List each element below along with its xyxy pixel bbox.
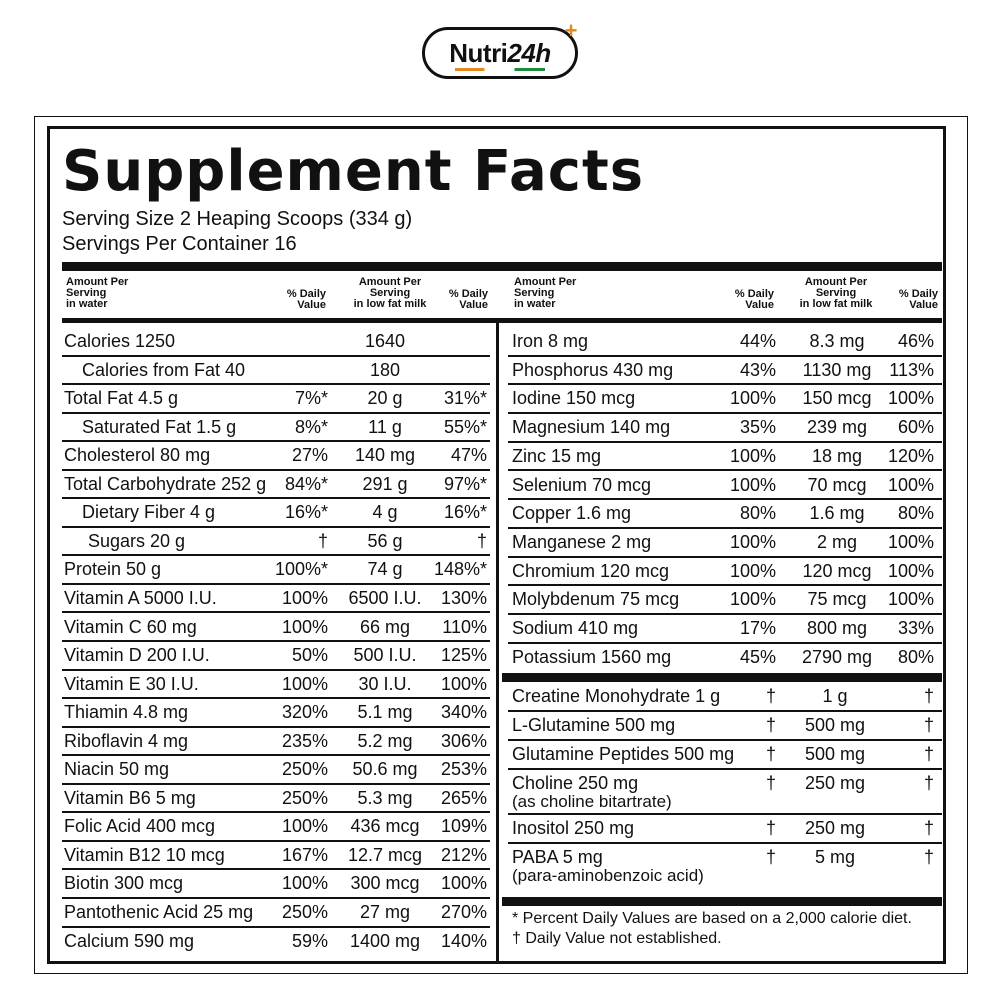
daily-value-milk: 100% bbox=[887, 531, 934, 552]
daily-value-water: † bbox=[765, 715, 776, 735]
table-row bbox=[508, 500, 942, 529]
nutrient-name: Phosphorus 430 mg bbox=[512, 359, 674, 380]
daily-value-milk: 253% bbox=[440, 759, 487, 780]
daily-value-milk: 55%* bbox=[443, 416, 487, 437]
daily-value-milk: 140% bbox=[440, 930, 487, 951]
amount-milk: 150 mcg bbox=[802, 388, 872, 409]
other-ingredients-bar bbox=[502, 673, 942, 682]
amount-milk: 70 mcg bbox=[807, 474, 867, 495]
table-row bbox=[62, 756, 490, 785]
ingredient-name: Glutamine Peptides 500 mg bbox=[512, 744, 735, 764]
table-row bbox=[508, 385, 942, 414]
daily-value-water: 320% bbox=[281, 702, 328, 723]
nutrient-name: Vitamin A 5000 I.U. bbox=[64, 587, 217, 608]
amount-milk: 1400 mg bbox=[349, 930, 421, 951]
daily-value-water: † bbox=[765, 686, 776, 706]
table-row bbox=[62, 813, 490, 842]
daily-value-milk: 100% bbox=[440, 873, 487, 894]
table-row bbox=[62, 556, 490, 585]
ingredient-name: Choline 250 mg bbox=[512, 773, 639, 793]
amount-milk: 2 mg bbox=[816, 531, 858, 552]
column-divider bbox=[496, 322, 499, 962]
amount-milk: 500 mg bbox=[804, 744, 866, 764]
amount-milk: 1130 mg bbox=[802, 359, 872, 380]
nutrient-name: Vitamin D 200 I.U. bbox=[64, 645, 210, 666]
nutrient-name: Zinc 15 mg bbox=[512, 445, 602, 466]
table-row bbox=[508, 414, 942, 443]
table-row bbox=[62, 842, 490, 871]
daily-value-water: 100% bbox=[729, 560, 776, 581]
daily-value-milk: 33% bbox=[897, 618, 934, 638]
amount-milk: 18 mg bbox=[811, 445, 863, 466]
daily-value-milk: † bbox=[923, 715, 934, 735]
nutrient-name: Saturated Fat 1.5 g bbox=[82, 416, 237, 437]
daily-value-milk: 148%* bbox=[433, 559, 487, 580]
amount-milk: 4 g bbox=[372, 502, 398, 523]
daily-value-water: 50% bbox=[291, 645, 328, 666]
header-amount-water-right: Amount Per Serving in water bbox=[514, 276, 577, 310]
amount-milk: 50.6 mg bbox=[352, 759, 418, 780]
list-item bbox=[508, 815, 942, 844]
amount-milk: 6500 I.U. bbox=[348, 587, 422, 608]
nutrient-name: Folic Acid 400 mcg bbox=[64, 816, 216, 837]
amount-milk: 12.7 mcg bbox=[347, 844, 423, 865]
daily-value-water: † bbox=[765, 847, 776, 867]
amount-milk: 250 mg bbox=[804, 773, 866, 793]
daily-value-milk: † bbox=[923, 686, 934, 706]
nutrient-name: Vitamin B6 5 mg bbox=[64, 787, 196, 808]
list-item bbox=[508, 844, 942, 889]
nutrient-name: Chromium 120 mcg bbox=[512, 560, 670, 581]
amount-milk: 250 mg bbox=[804, 818, 866, 838]
amount-milk: 500 I.U. bbox=[353, 645, 417, 666]
amount-milk: 291 g bbox=[362, 473, 408, 494]
table-row bbox=[62, 870, 490, 899]
daily-value-milk: 80% bbox=[897, 503, 934, 524]
daily-value-milk: 100% bbox=[887, 589, 934, 610]
daily-value-water: 250% bbox=[281, 902, 328, 922]
table-row bbox=[62, 442, 490, 471]
daily-value-milk: 130% bbox=[440, 587, 487, 608]
amount-milk: 11 g bbox=[368, 416, 402, 437]
daily-value-water: 100% bbox=[729, 388, 776, 409]
nutrient-name: Riboflavin 4 mg bbox=[64, 730, 189, 751]
amount-milk: 1 g bbox=[822, 686, 848, 706]
daily-value-water: 7%* bbox=[294, 388, 328, 409]
serving-size: Serving Size 2 Heaping Scoops (334 g) bbox=[62, 208, 413, 230]
footnote-dv-not-established: † Daily Value not established. bbox=[512, 930, 722, 947]
nutrient-name: Dietary Fiber 4 g bbox=[82, 502, 216, 523]
nutrient-name: Protein 50 g bbox=[64, 559, 162, 580]
header-top-bar bbox=[62, 262, 942, 271]
nutrient-name: Potassium 1560 mg bbox=[512, 646, 672, 667]
daily-value-milk: 113% bbox=[889, 359, 934, 380]
table-row bbox=[62, 414, 490, 443]
nutrient-name: Pantothenic Acid 25 mg bbox=[64, 902, 254, 922]
amount-milk: 300 mcg bbox=[350, 873, 420, 894]
table-row bbox=[62, 899, 490, 928]
header-amount-milk-right: Amount Per Serving in low fat milk bbox=[799, 276, 873, 310]
header-pct-dv-left: % Daily Value bbox=[286, 288, 326, 311]
amount-milk: 120 mcg bbox=[802, 560, 872, 581]
table-row bbox=[508, 529, 942, 558]
amount-milk: 436 mcg bbox=[350, 816, 420, 837]
amount-milk: 74 g bbox=[367, 559, 403, 580]
daily-value-milk: 97%* bbox=[443, 473, 487, 494]
daily-value-water: 44% bbox=[739, 331, 776, 351]
ingredient-note: (para-aminobenzoic acid) bbox=[512, 866, 704, 885]
nutrient-name: Total Fat 4.5 g bbox=[64, 388, 179, 409]
daily-value-milk: 100% bbox=[440, 673, 487, 694]
daily-value-water: 100% bbox=[729, 589, 776, 610]
daily-value-milk: 270% bbox=[440, 902, 487, 922]
amount-milk: 8.3 mg bbox=[809, 331, 865, 351]
table-row bbox=[62, 671, 490, 700]
table-row bbox=[508, 644, 942, 673]
daily-value-milk: 47% bbox=[450, 445, 487, 466]
amount-milk: 140 mg bbox=[354, 445, 416, 466]
daily-value-water: 100% bbox=[729, 474, 776, 495]
daily-value-milk: 212% bbox=[440, 844, 487, 865]
daily-value-water: 100% bbox=[729, 531, 776, 552]
daily-value-milk: 265% bbox=[440, 787, 487, 808]
header-amount-milk-left: Amount Per Serving in low fat milk bbox=[353, 276, 427, 310]
page-title: Supplement Facts bbox=[62, 139, 645, 204]
ingredient-name: PABA 5 mg bbox=[512, 847, 603, 867]
nutrient-name: Vitamin C 60 mg bbox=[64, 616, 197, 637]
table-row bbox=[62, 528, 490, 557]
header-pct-dv-right: % Daily Value bbox=[734, 288, 774, 311]
daily-value-water: 100%* bbox=[274, 559, 328, 580]
daily-value-water: 250% bbox=[281, 787, 328, 808]
brand-logo bbox=[422, 18, 578, 79]
amount-milk: 5.1 mg bbox=[357, 702, 413, 723]
nutrient-name: Sodium 410 mg bbox=[512, 618, 639, 638]
amount-milk: 800 mg bbox=[806, 618, 868, 638]
table-row bbox=[508, 558, 942, 587]
amount-milk: 1640 bbox=[364, 331, 406, 351]
header-pct-dv-milk-left: % Daily Value bbox=[448, 288, 488, 311]
header-pct-dv-milk-right: % Daily Value bbox=[898, 288, 938, 311]
nutrient-name: Calories 1250 bbox=[64, 331, 176, 351]
amount-milk: 56 g bbox=[367, 530, 403, 551]
daily-value-milk: † bbox=[923, 744, 934, 764]
daily-value-water: 84%* bbox=[284, 473, 328, 494]
daily-value-water: 100% bbox=[281, 616, 328, 637]
nutrient-name: Manganese 2 mg bbox=[512, 531, 652, 552]
table-row bbox=[62, 471, 490, 500]
amount-milk: 27 mg bbox=[359, 902, 411, 922]
ingredient-note: (as choline bitartrate) bbox=[512, 792, 672, 811]
daily-value-milk: † bbox=[476, 530, 487, 551]
table-row bbox=[508, 443, 942, 472]
daily-value-water: 16%* bbox=[284, 502, 328, 523]
table-row bbox=[508, 328, 942, 357]
nutrient-name: Magnesium 140 mg bbox=[512, 417, 671, 438]
table-row bbox=[62, 699, 490, 728]
table-row bbox=[508, 615, 942, 644]
footnote-bar bbox=[502, 897, 942, 906]
daily-value-milk: 125% bbox=[440, 645, 487, 666]
daily-value-water: 17% bbox=[739, 618, 776, 638]
daily-value-water: 8%* bbox=[294, 416, 328, 437]
amount-milk: 2790 mg bbox=[801, 646, 873, 667]
daily-value-water: 250% bbox=[281, 759, 328, 780]
servings-per-container: Servings Per Container 16 bbox=[62, 233, 297, 255]
amount-milk: 20 g bbox=[367, 388, 403, 409]
daily-value-water: 167% bbox=[281, 844, 328, 865]
daily-value-water: 59% bbox=[291, 930, 328, 951]
daily-value-milk: 110% bbox=[442, 616, 487, 637]
nutrient-name: Copper 1.6 mg bbox=[512, 503, 632, 524]
daily-value-milk: 46% bbox=[897, 331, 934, 351]
daily-value-water: 45% bbox=[739, 646, 776, 667]
logo-plus-mark: + bbox=[564, 18, 577, 43]
daily-value-milk: 60% bbox=[897, 417, 934, 438]
nutrient-name: Thiamin 4.8 mg bbox=[64, 702, 189, 723]
daily-value-water: 27% bbox=[291, 445, 328, 466]
table-row bbox=[62, 928, 490, 957]
logo-tricolor-underline bbox=[455, 68, 545, 71]
daily-value-milk: † bbox=[923, 847, 934, 867]
table-row bbox=[62, 328, 490, 357]
daily-value-water: † bbox=[765, 818, 776, 838]
list-item bbox=[508, 712, 942, 741]
table-row bbox=[508, 357, 942, 386]
daily-value-water: 100% bbox=[281, 673, 328, 694]
daily-value-milk: 120% bbox=[887, 445, 934, 466]
ingredient-name: Inositol 250 mg bbox=[512, 818, 635, 838]
table-row bbox=[508, 586, 942, 615]
amount-milk: 75 mcg bbox=[807, 589, 867, 610]
daily-value-milk: 109% bbox=[440, 816, 487, 837]
nutrient-name: Calcium 590 mg bbox=[64, 930, 195, 951]
amount-milk: 30 I.U. bbox=[358, 673, 412, 694]
list-item bbox=[508, 741, 942, 770]
nutrient-name: Biotin 300 mcg bbox=[64, 873, 184, 894]
daily-value-water: 100% bbox=[281, 816, 328, 837]
daily-value-water: 235% bbox=[281, 730, 328, 751]
amount-milk: 180 bbox=[369, 359, 401, 380]
table-row bbox=[62, 585, 490, 614]
table-row bbox=[62, 642, 490, 671]
table-row bbox=[62, 385, 490, 414]
daily-value-milk: 306% bbox=[440, 730, 487, 751]
daily-value-water: 43% bbox=[739, 359, 776, 380]
table-row bbox=[62, 785, 490, 814]
nutrient-name: Molybdenum 75 mcg bbox=[512, 589, 680, 610]
nutrient-name: Cholesterol 80 mg bbox=[64, 445, 211, 466]
daily-value-milk: 80% bbox=[897, 646, 934, 667]
nutrient-name: Niacin 50 mg bbox=[64, 759, 170, 780]
nutrient-name: Vitamin B12 10 mcg bbox=[64, 844, 225, 865]
logo-text-nutri: Nutri bbox=[449, 37, 508, 68]
daily-value-water: 100% bbox=[729, 445, 776, 466]
daily-value-milk: 100% bbox=[887, 560, 934, 581]
daily-value-water: 100% bbox=[281, 587, 328, 608]
ingredient-name: L-Glutamine 500 mg bbox=[512, 715, 676, 735]
daily-value-water: † bbox=[765, 744, 776, 764]
table-row bbox=[62, 357, 490, 386]
header-bottom-bar bbox=[62, 318, 942, 323]
nutrient-name: Selenium 70 mcg bbox=[512, 474, 652, 495]
daily-value-milk: 100% bbox=[887, 388, 934, 409]
ingredient-name: Creatine Monohydrate 1 g bbox=[512, 686, 721, 706]
header-amount-water-left: Amount Per Serving in water bbox=[66, 276, 129, 310]
daily-value-milk: 31%* bbox=[443, 388, 487, 409]
table-row bbox=[508, 472, 942, 501]
amount-milk: 500 mg bbox=[804, 715, 866, 735]
list-item bbox=[508, 770, 942, 815]
daily-value-milk: 16%* bbox=[443, 502, 487, 523]
daily-value-milk: † bbox=[923, 818, 934, 838]
amount-milk: 5.3 mg bbox=[357, 787, 413, 808]
daily-value-milk: 340% bbox=[440, 702, 487, 723]
daily-value-water: 35% bbox=[739, 417, 776, 438]
amount-milk: 5 mg bbox=[814, 847, 856, 867]
daily-value-milk: 100% bbox=[887, 474, 934, 495]
nutrient-name: Sugars 20 g bbox=[88, 530, 186, 551]
daily-value-water: † bbox=[317, 530, 328, 551]
amount-milk: 66 mg bbox=[359, 616, 411, 637]
nutrient-name: Total Carbohydrate 252 g bbox=[64, 473, 267, 494]
nutrient-name: Calories from Fat 40 bbox=[82, 359, 246, 380]
daily-value-water: 100% bbox=[281, 873, 328, 894]
footnote-percent-dv: * Percent Daily Values are based on a 2,000 calorie diet. bbox=[512, 910, 912, 927]
list-item bbox=[508, 683, 942, 712]
amount-milk: 239 mg bbox=[806, 417, 868, 438]
daily-value-water: † bbox=[765, 773, 776, 793]
nutrient-name: Iron 8 mg bbox=[512, 331, 589, 351]
nutrient-name: Vitamin E 30 I.U. bbox=[64, 673, 199, 694]
table-row bbox=[62, 728, 490, 757]
amount-milk: 5.2 mg bbox=[357, 730, 413, 751]
table-row bbox=[62, 614, 490, 643]
daily-value-water: 80% bbox=[739, 503, 776, 524]
amount-milk: 1.6 mg bbox=[809, 503, 865, 524]
table-row bbox=[62, 499, 490, 528]
nutrient-name: Iodine 150 mcg bbox=[512, 388, 636, 409]
daily-value-milk: † bbox=[923, 773, 934, 793]
logo-text-24h: 24h bbox=[507, 37, 551, 68]
